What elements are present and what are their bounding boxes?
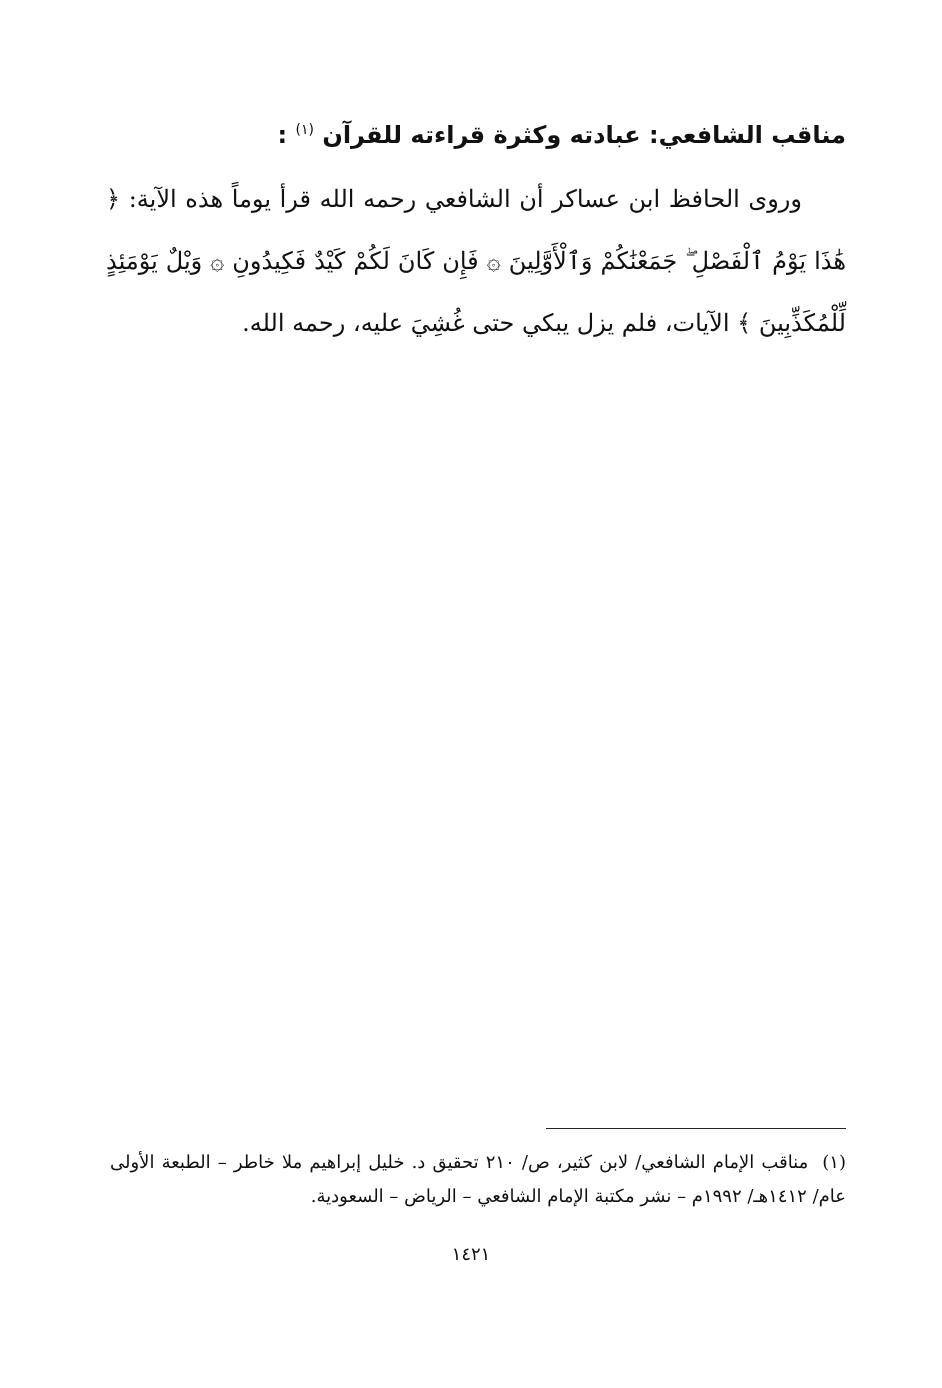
heading-footnote-ref: (١) [295, 122, 314, 138]
page-number: ١٤٢١ [451, 1244, 491, 1265]
footnote-divider [546, 1128, 846, 1129]
heading-title: مناقب الشافعي: عبادته وكثرة قراءته للقرآن [322, 121, 846, 149]
body-paragraph: وروى الحافظ ابن عساكر أن الشافعي رحمه الله قرأ يوماً هذه الآية: ﴿ هَٰذَا يَوْمُ ٱلْفَصْلِ ۖ جَمَعْنَٰكُمْ وَٱلْأَوَّلِينَ ۞ فَإِن كَانَ لَكُمْ كَيْدٌ فَكِيدُونِ ۞ وَيْلٌ يَوْمَئِذٍ لِّلْمُكَذِّبِينَ ﴾ الآيات، فلم يزل يبكي حتى غُشِيَ عليه، رحمه الله. [106, 185, 846, 337]
heading-suffix: : [277, 121, 288, 149]
body-paragraph-block [106, 168, 846, 354]
footnote [110, 1146, 846, 1214]
footnote-number: (١) [822, 1152, 846, 1173]
footnote-text: مناقب الإمام الشافعي/ لابن كثير، ص/ ٢١٠ تحقيق د. خليل إبراهيم ملا خاطر – الطبعة الأولى عام/ ١٤١٢هـ/ ١٩٩٢م – نشر مكتبة الإمام الشافعي – الرياض – السعودية. [110, 1152, 846, 1207]
section-heading [86, 110, 846, 155]
